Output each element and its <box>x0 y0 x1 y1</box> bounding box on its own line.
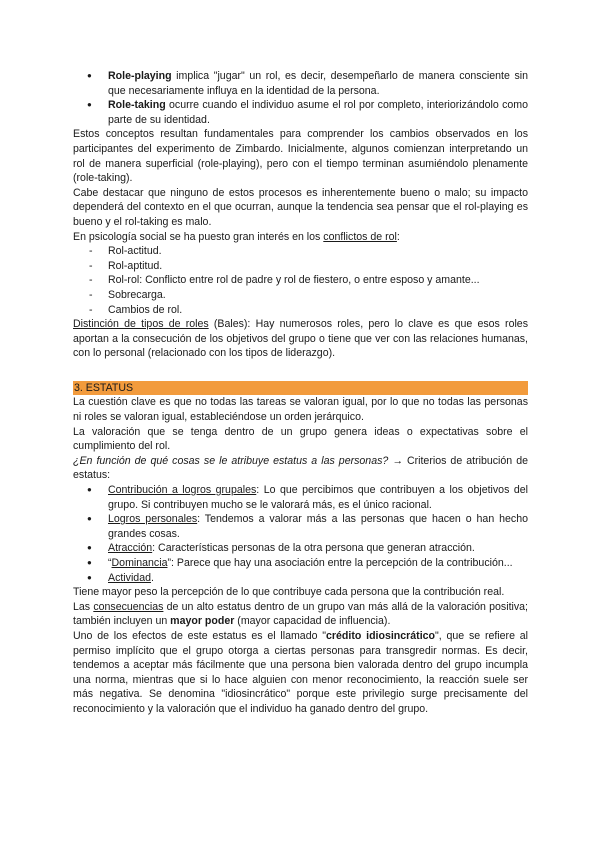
spacer <box>73 361 528 375</box>
status-criteria-list <box>73 483 528 585</box>
list-item: ● Atracción: Características personas de la otra persona que generan atracción. <box>73 541 528 556</box>
list-item: - Rol-rol: Conflicto entre rol de padre y rol de fiestero, o entre esposo y amante... <box>73 273 528 288</box>
list-item: ● Contribución a logros grupales: Lo que percibimos que contribuyen a los objetivos del grupo. Si contribuyen mucho se le valorará más, es el único racional. <box>73 483 528 512</box>
section-heading: 3. ESTATUS <box>73 381 528 396</box>
list-item: ● Logros personales: Tendemos a valorar más a las personas que hacen o han hecho grandes cosas. <box>73 512 528 541</box>
paragraph-zimbardo: Estos conceptos resultan fundamentales para comprender los cambios observados en los participantes del experimento de Zimbardo. Inicialmente, algunos comienzan interpretando un rol de manera superficial (role-playing), pero con el tiempo terminan asumiéndolo plenamente (role-taking). <box>73 128 528 185</box>
list-item: - Rol-actitud. <box>73 244 528 259</box>
list-item: - Sobrecarga. <box>73 288 528 303</box>
paragraph-idiosyncratic-credit: Uno de los efectos de este estatus es el llamado "crédito idiosincrático", que se refiere al permiso implícito que el grupo otorga a ciertas personas para transgredir normas. Es decir, tendemos a aceptar más fácilmente que una persona bien valorada dentro del grupo incumpla una norma, mientras que si lo hace alguien con menor reconocimiento, la reacción suele ser más negativa. Se denomina "idiosincrático" porque este privilegio surge precisamente del reconocimiento y la valoración que el individuo ha ganado dentro del grupo. <box>73 629 528 715</box>
page-content <box>73 69 528 717</box>
list-item: - Rol-aptitud. <box>73 259 528 274</box>
list-item: ● Role-taking ocurre cuando el individuo asume el rol por completo, interiorizándolo como parte de su identidad. <box>73 98 528 127</box>
paragraph-valuation: La valoración que se tenga dentro de un grupo genera ideas o expectativas sobre el cumplimiento del rol. <box>73 425 528 453</box>
paragraph-context: Cabe destacar que ninguno de estos procesos es inherentemente bueno o malo; su impacto dependerá del contexto en el que ocurran, aunque la tendencia sea pensar que el rol-playing es bueno y el rol-taking es malo. <box>73 186 528 228</box>
list-item: ● Actividad. <box>73 571 528 586</box>
paragraph-role-types: Distinción de tipos de roles (Bales): Hay numerosos roles, pero lo clave es que esos roles aportan a la consecución de los objetivos del grupo o tiene que ver con las relaciones humanas, con lo personal (relacionado con los tipos de liderazgo). <box>73 318 528 360</box>
paragraph-role-conflicts: En psicología social se ha puesto gran interés en los conflictos de rol: <box>73 230 400 243</box>
paragraph-key-question: La cuestión clave es que no todas las tareas se valoran igual, por lo que no todas las personas ni roles se valoran igual, estableciéndose un orden jerárquico. <box>73 396 528 424</box>
role-conflicts-list <box>73 244 528 317</box>
paragraph-consequences: Las consecuencias de un alto estatus dentro de un grupo van más allá de la valoración positiva; también incluyen un mayor poder (mayor capacidad de influencia). <box>73 600 528 628</box>
list-item: ● Role-playing implica "jugar" un rol, es decir, desempeñarlo de manera consciente sin que necesariamente influya en la identidad de la persona. <box>73 69 528 98</box>
role-concepts-list <box>73 69 528 127</box>
paragraph-status-question: ¿En función de qué cosas se le atribuye estatus a las personas? → Criterios de atribución de estatus: <box>73 454 528 482</box>
paragraph-perception: Tiene mayor peso la percepción de lo que contribuye cada persona que la contribución real. <box>73 586 505 599</box>
list-item: - Cambios de rol. <box>73 303 528 318</box>
role-conflicts-term: conflictos de rol <box>323 230 397 243</box>
list-item: ● “Dominancia”: Parece que hay una asociación entre la percepción de la contribución... <box>73 556 528 571</box>
